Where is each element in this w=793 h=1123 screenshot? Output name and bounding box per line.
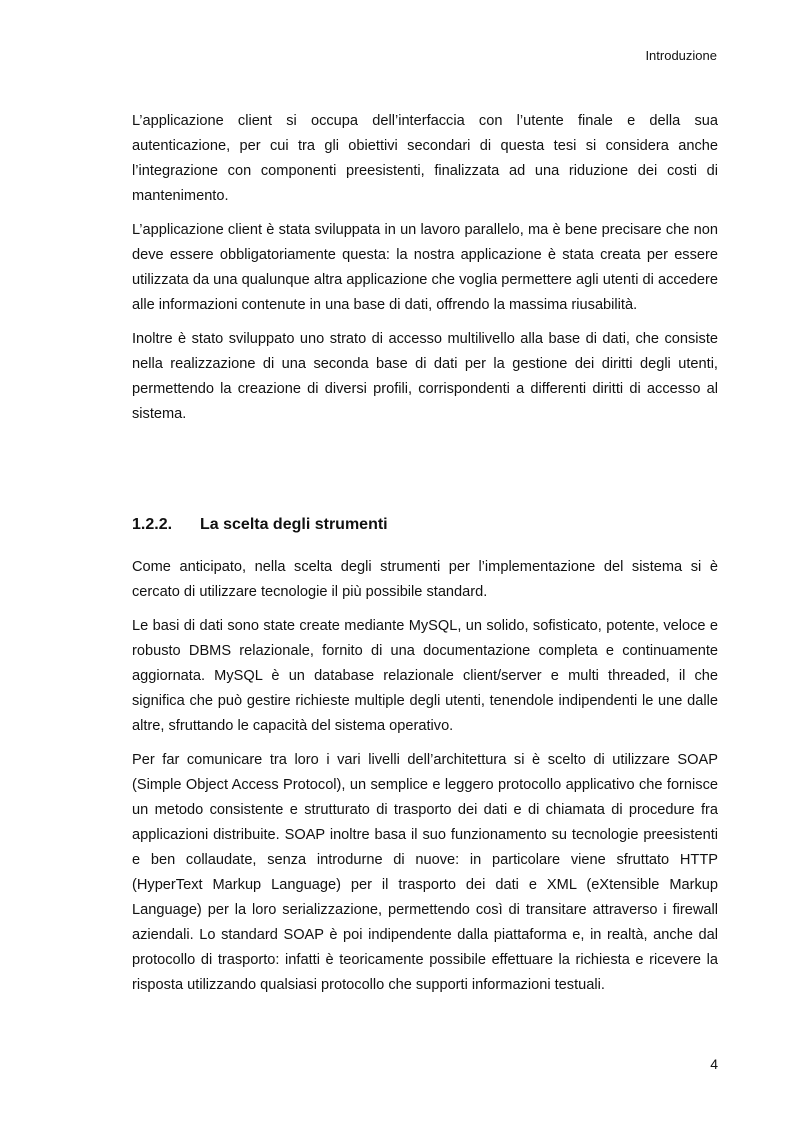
section-paragraph-3: Per far comunicare tra loro i vari livelli dell’architettura si è scelto di utilizzare SOAP (Simple Object Access Protocol), un semplice e leggero protocollo applicativo che fornisce un metodo consistente e strutturato di trasporto dei dati e di chiamata di procedure fra applicazioni distribuite. SOAP inoltre basa il suo funzionamento su tecnologie preesistenti e ben collaudate, senza introdurne di nuove: in particolare viene sfruttato HTTP (HyperText Markup Language) per il trasporto dei dati e XML (eXtensible Markup Language) per la loro serializzazione, permettendo così di transitare attraverso i firewall aziendali. Lo standard SOAP è poi indipendente dalla piattaforma e, in realtà, anche dal protocollo di trasporto: infatti è teoricamente possibile effettuare la richiesta e ricevere la risposta utilizzando qualsiasi protocollo che supporti informazioni testuali. (132, 752, 718, 993)
section-title: La scelta degli strumenti (200, 516, 388, 533)
intro-paragraph-2: L’applicazione client è stata sviluppata in un lavoro parallelo, ma è bene precisare che non deve essere obbligatoriamente questa: la nostra applicazione è stata creata per essere utilizzata da una qualunque altra applicazione che voglia permettere agli utenti di accedere alle informazioni contenute in una base di dati, offrendo la massima riusabilità. (132, 222, 718, 313)
section-paragraph-1: Come anticipato, nella scelta degli strumenti per l’implementazione del sistema si è cercato di utilizzare tecnologie il più possibile standard. (132, 559, 718, 600)
intro-paragraph-1: L’applicazione client si occupa dell’interfaccia con l’utente finale e della sua autenticazione, per cui tra gli obiettivi secondari di questa tesi si considera anche l’integrazione con componenti preesistenti, finalizzata ad una riduzione dei costi di mantenimento. (132, 113, 718, 204)
section-number: 1.2.2. (132, 516, 173, 533)
page-number: 4 (710, 1056, 718, 1072)
intro-body (132, 109, 718, 427)
section-heading (132, 513, 388, 537)
section-paragraph-2: Le basi di dati sono state create mediante MySQL, un solido, sofisticato, potente, veloce e robusto DBMS relazionale, fornito di una documentazione completa e continuamente aggiornata. MySQL è un database relazionale client/server e multi threaded, il che significa che può gestire richieste multiple degli utenti, tenendole indipendenti le une dalle altre, sfruttando le capacità del sistema operativo. (132, 618, 718, 734)
intro-paragraph-3: Inoltre è stato sviluppato uno strato di accesso multilivello alla base di dati, che consiste nella realizzazione di una seconda base di dati per la gestione dei diritti degli utenti, permettendo la creazione di diversi profili, corrispondenti a differenti diritti di accesso al sistema. (132, 331, 718, 422)
section-body (132, 555, 718, 998)
running-header: Introduzione (645, 48, 717, 63)
